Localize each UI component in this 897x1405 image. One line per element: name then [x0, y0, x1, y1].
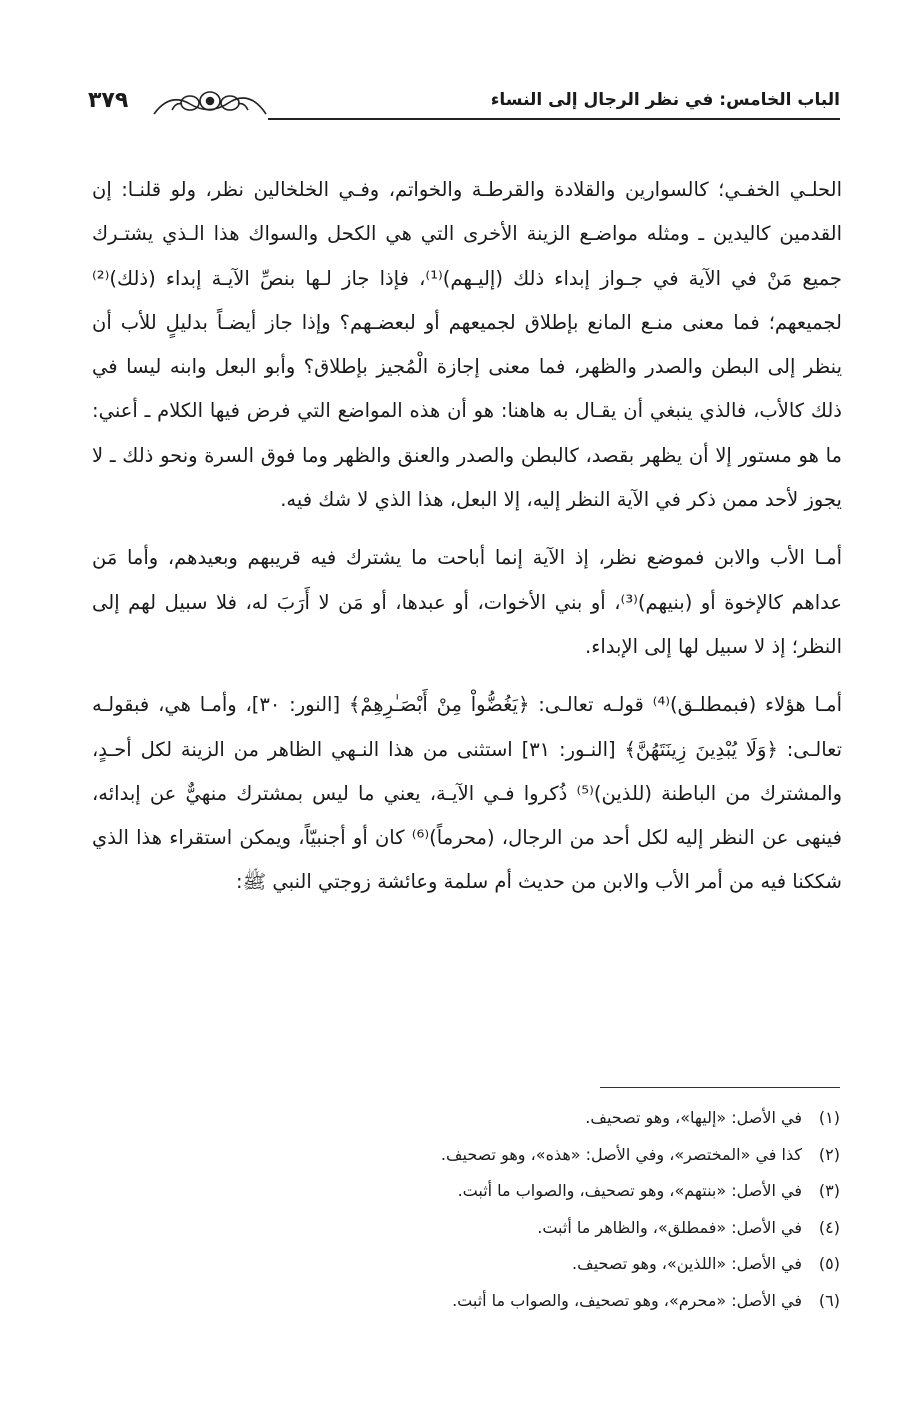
footnote — [300, 1246, 840, 1283]
main-text — [92, 168, 842, 905]
footnote — [300, 1283, 840, 1320]
footnote-number: (٢) — [818, 1144, 840, 1164]
paragraph: أمـا الأب والابن فموضع نظر، إذ الآية إنما أباحت ما يشترك فيه قريبهم وبعيدهم، وأما مَن عداهم كالإخوة أو (بنيهم)⁽³⁾، أو بني الأخوات، أو عبدها، أو مَن لا أَرَبَ له، فلا سبيل لهم إلى النظر؛ إذ لا سبيل لها إلى الإبداء. — [92, 546, 842, 658]
footnote-text: في الأصل: «بنتهم»، وهو تصحيف، والصواب ما أثبت. — [457, 1181, 802, 1200]
header-ornament — [150, 88, 270, 118]
paragraph: الحلـي الخفـي؛ كالسوارين والقلادة والقرطـة والخواتم، وفـي الخلخالين نظر، ولو قلنـا: إن القدمين كاليدين ـ ومثله مواضـع الزينة الأخرى التي هي الكحل والسواك هذا الـذي يشتـرك جميع مَنْ في الآية في جـواز إبداء ذلك (إليـهم)⁽¹⁾، فإذا جاز لـها بنصِّ الآيـة إبداء (ذلك)⁽²⁾ لجميعهم؛ فما معنى منـع المانع بإطلاق لجميعهم أو لبعضـهم؟ وإذا جاز أيضـاً بدليلٍ للأب أن ينظر إلى البطن والصدر والظهر، فما معنى إجازة الْمُجيز بإطلاق؟ وأبو البعل وابنه ليسا في ذلك كالأب، فالذي ينبغي أن يقـال به هاهنا: هو أن هذه المواضع التي فرض فيها الكلام ـ أعني: ما هو مستور إلا أن يظهر بقصد، كالبطن والصدر والعنق والظهر وما فوق السرة ونحو ذلك ـ لا يجوز لأحد ممن ذكر في الآية النظر إليه، إلا البعل، هذا الذي لا شك فيه. — [92, 178, 842, 512]
footnote-number: (١) — [818, 1108, 840, 1127]
page-number: ٣٧٩ — [88, 88, 129, 113]
footnote-text: في الأصل: «محرم»، وهو تصحيف، والصواب ما أثبت. — [452, 1290, 802, 1310]
footnote-number: (٤) — [818, 1217, 840, 1237]
footnote — [300, 1210, 840, 1247]
footnote-text: في الأصل: «إليها»، وهو تصحيف. — [585, 1108, 802, 1127]
footnote — [300, 1173, 840, 1210]
footnote — [300, 1137, 840, 1174]
page-header — [88, 86, 840, 126]
footnote-text: في الأصل: «فمطلق»، والظاهر ما أثبت. — [537, 1217, 802, 1237]
chapter-title: الباب الخامس: في نظر الرجال إلى النساء — [490, 90, 840, 110]
footnote-divider — [600, 1087, 840, 1088]
footnotes — [300, 1100, 840, 1319]
footnote — [300, 1100, 840, 1137]
footnote-text: في الأصل: «اللذين»، وهو تصحيف. — [572, 1254, 802, 1273]
header-rule — [268, 118, 840, 120]
paragraph: أمـا هؤلاء (فبمطلـق)⁽⁴⁾ قولـه تعالـى: ﴿يَغُضُّواْ مِنْ أَبْصَـٰرِهِمْ﴾ [النور: ٣٠]، وأمـا هي، فبقولـه تعالـى: ﴿وَلَا يُبْدِينَ زِينَتَهُنَّ﴾ [النـور: ٣١] استثنى من هذا النـهي الظاهر من الزينة لكل أحـدٍ، والمشترك من الباطنة (للذين)⁽⁵⁾ ذُكروا فـي الآيـة، يعني ما ليس بمشترك منهيٌّ عن إبدائه، فينهى عن النظر إليه لكل أحد من الرجال، (محرماً)⁽⁶⁾ كان أو أجنبيّاً، ويمكن استقراء هذا الذي شككنا فيه من أمر الأب والابن من حديث أم سلمة وعائشة زوجتي النبي ﷺ: — [92, 693, 842, 894]
footnote-text: كذا في «المختصر»، وفي الأصل: «هذه»، وهو تصحيف. — [440, 1144, 802, 1164]
footnote-number: (٣) — [818, 1181, 840, 1200]
footnote-number: (٥) — [818, 1254, 840, 1273]
footnote-number: (٦) — [818, 1290, 840, 1310]
